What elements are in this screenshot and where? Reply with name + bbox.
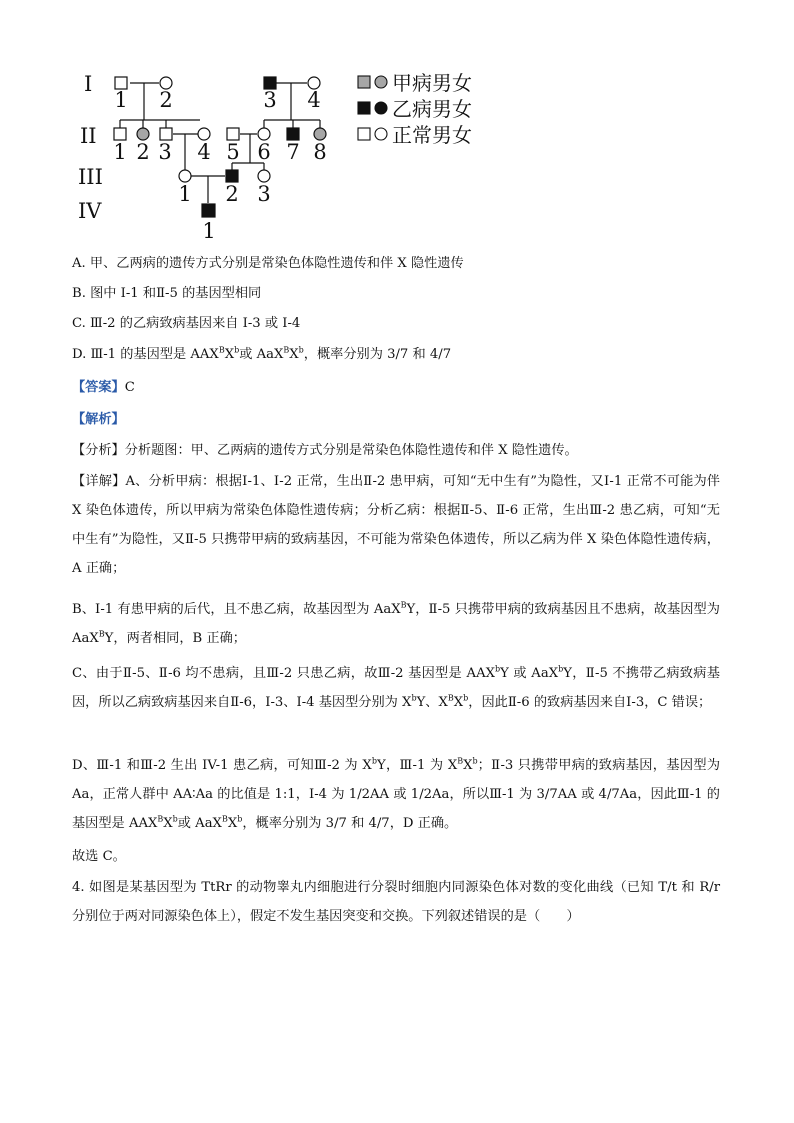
num-II-2: 2 [136, 140, 150, 164]
pedigree-chart [60, 58, 490, 244]
detail-a: 【详解】A、分析甲病：根据Ⅰ-1、Ⅰ-2 正常，生出Ⅱ-2 患甲病，可知“无中生有”为隐性，又Ⅰ-1 正常不可能为伴 X 染色体遗传，所以甲病为常染色体隐性遗传病；分析乙病：根据Ⅱ-5、Ⅱ-6 正常，生出Ⅲ-2 患乙病，可知“无中生有”为隐性，又Ⅱ-5 只携带甲病的致病基因，不可能为常染色体遗传，所以乙病为伴 X 染色体隐性遗传病，A 正确； [72, 474, 720, 576]
option-b: B. 图中 I-1 和Ⅱ-5 的基因型相同 [72, 286, 262, 301]
num-II-8: 8 [313, 140, 327, 164]
gen-label-1: I [84, 72, 93, 96]
option-c: C. Ⅲ-2 的乙病致病基因来自 I-3 或 I-4 [72, 316, 301, 331]
num-II-1: 1 [113, 140, 127, 164]
num-I-1: 1 [114, 88, 128, 112]
legend-disease-a: 甲病男女 [392, 71, 472, 95]
num-I-2: 2 [159, 88, 173, 112]
legend [358, 71, 472, 147]
answer-value: C [124, 380, 135, 395]
detail-d: D、Ⅲ-1 和Ⅲ-2 生出 IV-1 患乙病，可知Ⅲ-2 为 $X^bY$，Ⅲ-1 为 $X^BX^b$；Ⅱ-3 只携带甲病的致病基因，基因型为 Aa，正常人群中 AA∶Aa 的比值是 1:1，Ⅰ-4 为 1/2AA 或 1/2Aa，所以Ⅲ-1 为 3/7AA 或 4/7Aa，因此Ⅲ-1 的基因型是 $AAX^BX^b$或 $AaX^BX^b$，概率分别为 3/7 和 4/7，D 正确。 [72, 756, 721, 831]
num-II-6: 6 [257, 140, 271, 164]
num-II-7: 7 [286, 140, 300, 164]
question-4: 4. 如图是某基因型为 TtRr 的动物睾丸内细胞进行分裂时细胞内同源染色体对数的变化曲线（已知 T/t 和 R/r 分别位于两对同源染色体上），假定不发生基因突变和交换。下列叙述错误的是（ ） [72, 880, 720, 924]
num-I-4: 4 [307, 88, 321, 112]
analysis-text: 【分析】分析题图：甲、乙两病的遗传方式分别是常染色体隐性遗传和伴 X 隐性遗传。 [72, 443, 578, 458]
conclusion: 故选 C。 [72, 849, 126, 864]
analysis-label: 【解析】 [72, 412, 125, 427]
answer [72, 378, 135, 398]
num-III-1: 1 [178, 182, 192, 206]
option-a: A. 甲、乙两病的遗传方式分别是常染色体隐性遗传和伴 X 隐性遗传 [72, 256, 464, 271]
legend-normal: 正常男女 [392, 123, 472, 147]
gen-label-4: IV [78, 199, 102, 223]
num-II-3: 3 [158, 140, 172, 164]
option-d: D. Ⅲ-1 的基因型是 $AAX^BX^b$或 $AaX^BX^b$，概率分别为 3/7 和 4/7 [72, 345, 452, 362]
legend-disease-b: 乙病男女 [392, 97, 472, 121]
num-I-3: 3 [263, 88, 277, 112]
gen-label-3: III [78, 165, 103, 189]
num-III-2: 2 [225, 182, 239, 206]
num-II-5: 5 [226, 140, 240, 164]
gen-label-2: II [80, 124, 97, 148]
answer-label: 【答案】 [72, 380, 125, 395]
detail-c: C、由于Ⅱ-5、Ⅱ-6 均不患病，且Ⅲ-2 只患乙病，故Ⅲ-2 基因型是 AAX$^b$Y 或 AaX$^b$Y，Ⅱ-5 不携带乙病致病基因，所以乙病致病基因来自Ⅱ-6，Ⅰ-3、Ⅰ-4 基因型分别为 $X^bY$、$X^BX^b$，因此Ⅱ-6 的致病基因来自Ⅰ-3，C 错误； [72, 664, 720, 710]
num-III-3: 3 [257, 182, 271, 206]
detail-b: B、Ⅰ-1 有患甲病的后代，且不患乙病，故基因型为 AaX$^B$Y，Ⅱ-5 只携带甲病的致病基因且不患病，故基因型为 AaX$^B$Y，两者相同，B 正确； [72, 600, 720, 646]
num-II-4: 4 [197, 140, 211, 164]
num-IV-1: 1 [202, 219, 216, 243]
